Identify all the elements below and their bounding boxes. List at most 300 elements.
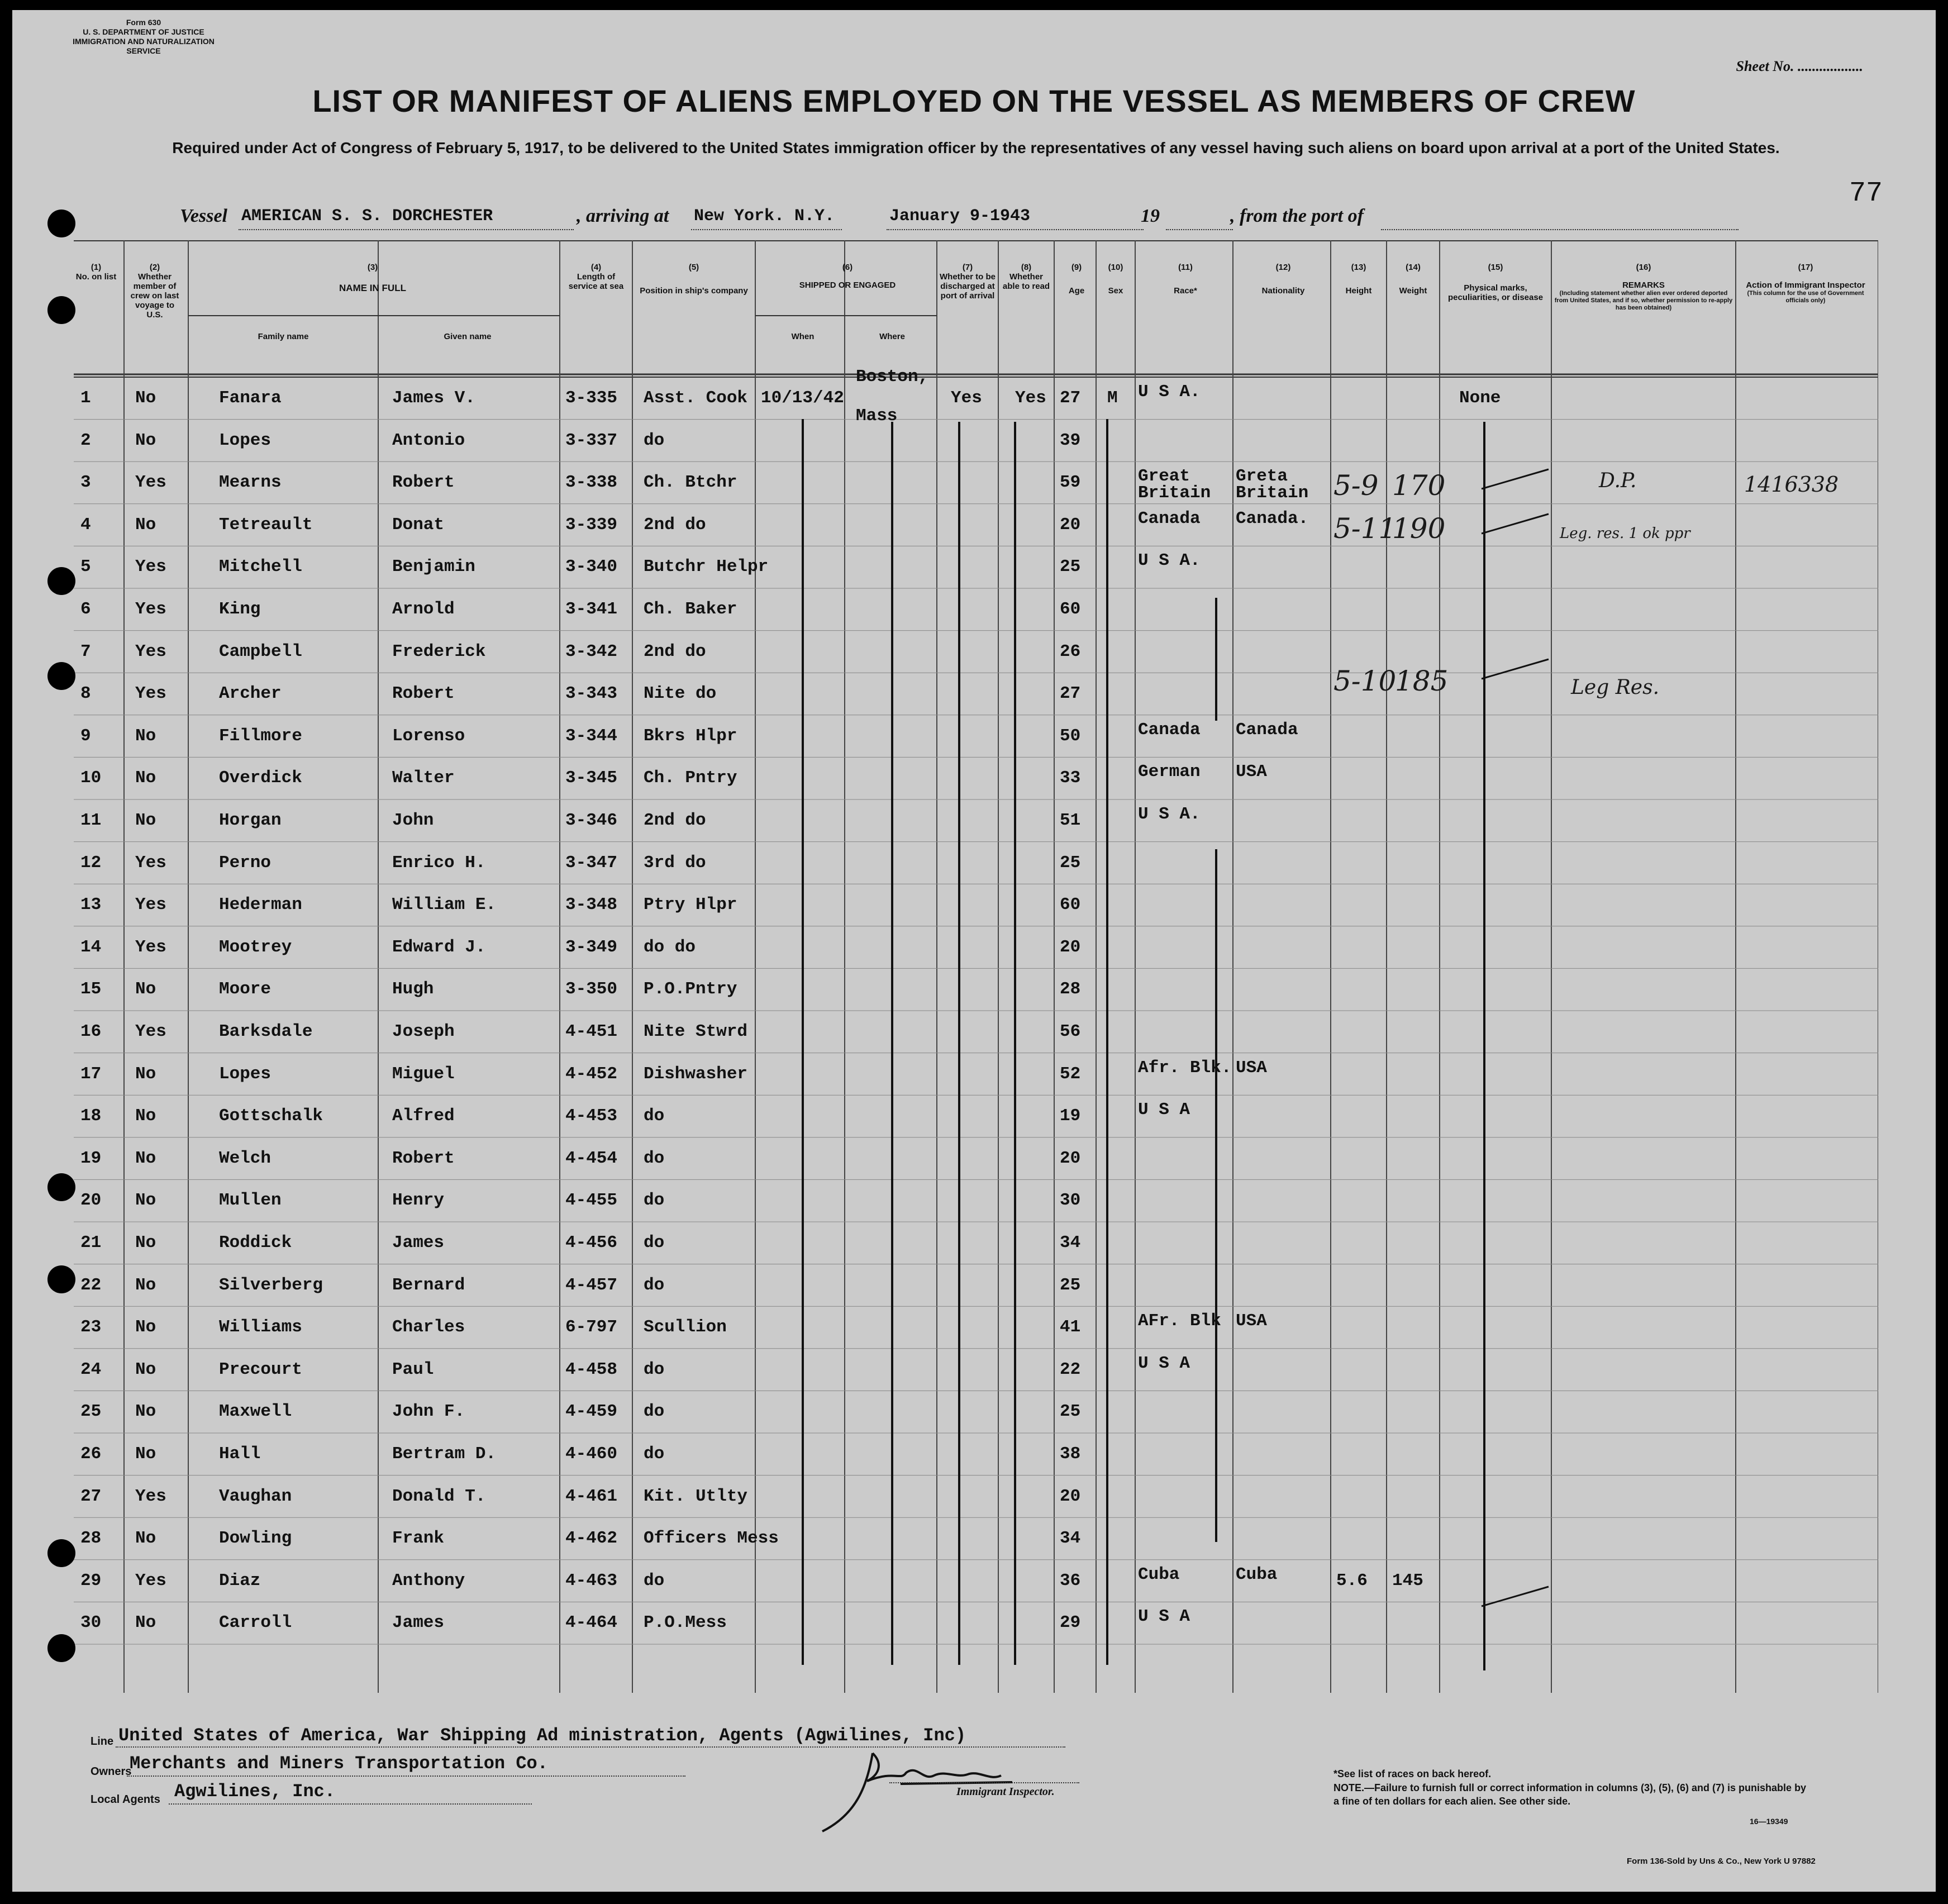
row-6-service: 3-341 — [565, 599, 618, 619]
row3-action-handwritten: 1416338 — [1744, 472, 1839, 497]
row-11-given: John — [392, 811, 434, 830]
row-17-given: Miguel — [392, 1064, 455, 1084]
row-20-service: 4-455 — [565, 1191, 618, 1211]
row-20-position: do — [644, 1191, 665, 1211]
row3-height-handwritten: 5-9 — [1333, 469, 1379, 502]
row-21-prev: No — [135, 1233, 156, 1253]
row-30-prev: No — [135, 1613, 156, 1633]
col-header-17: (17) Action of Immigrant Inspector (This column for the use of Government officials only) — [1746, 263, 1865, 304]
row-5-prev: Yes — [135, 557, 166, 577]
col-header-8: (8) Whether able to read — [1002, 263, 1050, 291]
row-21-family: Roddick — [219, 1233, 292, 1253]
row-4-service: 3-339 — [565, 515, 618, 535]
row-14-position: do do — [644, 937, 696, 957]
row-15-given: Hugh — [392, 979, 434, 999]
row-3-family: Mearns — [219, 473, 282, 493]
row-13-prev: Yes — [135, 895, 166, 915]
row-19-n: 19 — [80, 1148, 102, 1168]
vessel-line — [180, 206, 1744, 239]
row-10-age: 33 — [1060, 768, 1081, 788]
col-header-10: (10) Sex — [1108, 263, 1123, 296]
row-19-position: do — [644, 1148, 665, 1168]
row-11-age: 51 — [1060, 811, 1081, 830]
row-28-n: 28 — [80, 1529, 102, 1549]
row-17-nat: USA — [1236, 1058, 1267, 1078]
row-12-age: 25 — [1060, 853, 1081, 873]
col-header-15: (15) Physical marks, peculiarities, or disease — [1447, 263, 1544, 302]
row-23-given: Charles — [392, 1317, 465, 1337]
col-header-3-given: Given name — [444, 332, 492, 341]
row-18-given: Alfred — [392, 1106, 455, 1126]
sheet-number-label: Sheet No. .................. — [1736, 58, 1863, 74]
row-10-n: 10 — [80, 768, 102, 788]
row3-remark-handwritten: D.P. — [1599, 469, 1637, 492]
row-19-service: 4-454 — [565, 1148, 618, 1168]
row4-height-handwritten: 5-11 — [1333, 512, 1397, 545]
col-header-12: (12) Nationality — [1261, 263, 1305, 296]
row-15-family: Moore — [219, 979, 272, 999]
row-9-given: Lorenso — [392, 726, 465, 746]
arrival-date: January 9-1943 — [889, 207, 1031, 226]
row-16-given: Joseph — [392, 1022, 455, 1041]
row-1-read: Yes — [1015, 388, 1046, 408]
row-7-position: 2nd do — [644, 641, 706, 661]
row-1-marks: None — [1459, 388, 1501, 408]
vessel-name: AMERICAN S. S. DORCHESTER — [241, 207, 493, 226]
punch-hole — [47, 1173, 75, 1201]
row-12-position: 3rd do — [644, 853, 706, 873]
row-17-service: 4-452 — [565, 1064, 618, 1084]
row-28-service: 4-462 — [565, 1529, 618, 1549]
row-23-n: 23 — [80, 1317, 102, 1337]
page-title: LIST OR MANIFEST OF ALIENS EMPLOYED ON THE VESSEL AS MEMBERS OF CREW — [312, 83, 1636, 118]
row-21-service: 4-456 — [565, 1233, 618, 1253]
punch-hole — [47, 1265, 75, 1293]
row-9-prev: No — [135, 726, 156, 746]
row-15-age: 28 — [1060, 979, 1081, 999]
row-16-n: 16 — [80, 1022, 102, 1041]
row-25-service: 4-459 — [565, 1402, 618, 1422]
punch-hole — [47, 1539, 75, 1567]
row-29-height: 5.6 — [1336, 1570, 1368, 1591]
row-7-family: Campbell — [219, 641, 302, 661]
row-2-family: Lopes — [219, 430, 272, 450]
vessel-label: Vessel — [180, 206, 227, 226]
row-8-service: 3-343 — [565, 684, 618, 704]
form-identifier — [65, 18, 222, 56]
row-10-family: Overdick — [219, 768, 302, 788]
row-9-family: Fillmore — [219, 726, 302, 746]
owners-label: Owners — [91, 1765, 132, 1778]
row-8-n: 8 — [80, 684, 91, 704]
row-29-family: Diaz — [219, 1570, 261, 1591]
races-note: *See list of races on back hereof. — [1333, 1768, 1492, 1779]
row-30-n: 30 — [80, 1613, 102, 1633]
row-6-n: 6 — [80, 599, 91, 619]
row-3-prev: Yes — [135, 473, 166, 493]
row-26-n: 26 — [80, 1444, 102, 1464]
row-25-prev: No — [135, 1402, 156, 1422]
row-5-given: Benjamin — [392, 557, 475, 577]
row-6-prev: Yes — [135, 599, 166, 619]
col-header-7: (7) Whether to be discharged at port of arrival — [940, 263, 996, 301]
row-2-service: 3-337 — [565, 430, 618, 450]
row-6-family: King — [219, 599, 261, 619]
row-29-position: do — [644, 1570, 665, 1591]
row-7-given: Frederick — [392, 641, 486, 661]
row-22-n: 22 — [80, 1275, 102, 1295]
row-30-position: P.O.Mess — [644, 1613, 727, 1633]
row-20-family: Mullen — [219, 1191, 282, 1211]
line-value: United States of America, War Shipping Ad ministration, Agents (Agwilines, Inc) — [118, 1725, 966, 1746]
row-29-service: 4-463 — [565, 1570, 618, 1591]
row-17-age: 52 — [1060, 1064, 1081, 1084]
row-3-given: Robert — [392, 473, 455, 493]
row-10-service: 3-345 — [565, 768, 618, 788]
row-3-service: 3-338 — [565, 473, 618, 493]
row-19-age: 20 — [1060, 1148, 1081, 1168]
row-2-n: 2 — [80, 430, 91, 450]
row9-remark-handwritten: Leg Res. — [1571, 676, 1660, 699]
year-prefix: 19 — [1141, 206, 1160, 226]
row-4-given: Donat — [392, 515, 445, 535]
row-11-family: Horgan — [219, 811, 282, 830]
col-header-5: (5) Position in ship's company — [640, 263, 748, 296]
row-24-prev: No — [135, 1359, 156, 1379]
local-agents-label: Local Agents — [91, 1793, 160, 1806]
row-29-given: Anthony — [392, 1570, 465, 1591]
row-24-position: do — [644, 1359, 665, 1379]
row-3-nat: Greta Britain — [1236, 467, 1309, 503]
row-21-age: 34 — [1060, 1233, 1081, 1253]
row-22-given: Bernard — [392, 1275, 465, 1295]
row4-remark-handwritten: Leg. res. 1 ok ppr — [1560, 525, 1690, 542]
row-5-age: 25 — [1060, 557, 1081, 577]
row-17-n: 17 — [80, 1064, 102, 1084]
row-10-prev: No — [135, 768, 156, 788]
row-8-prev: Yes — [135, 684, 166, 704]
row-23-nat: USA — [1236, 1311, 1267, 1331]
owners-value: Merchants and Miners Transportation Co. — [130, 1753, 548, 1774]
row-18-service: 4-453 — [565, 1106, 618, 1126]
row-7-n: 7 — [80, 641, 91, 661]
row-18-position: do — [644, 1106, 665, 1126]
row-12-service: 3-347 — [565, 853, 618, 873]
row-14-service: 3-349 — [565, 937, 618, 957]
row-25-n: 25 — [80, 1402, 102, 1422]
row-5-service: 3-340 — [565, 557, 618, 577]
row-9-race: Canada — [1138, 720, 1201, 740]
row-1-n: 1 — [80, 388, 91, 408]
punch-hole — [47, 662, 75, 690]
row-21-n: 21 — [80, 1233, 102, 1253]
row-22-prev: No — [135, 1275, 156, 1295]
row-16-family: Barksdale — [219, 1022, 313, 1041]
row-10-nat: USA — [1236, 762, 1267, 782]
row-6-given: Arnold — [392, 599, 455, 619]
row-29-race: Cuba — [1138, 1564, 1180, 1584]
row-26-family: Hall — [219, 1444, 261, 1464]
row-20-age: 30 — [1060, 1191, 1081, 1211]
col-header-11: (11) Race* — [1174, 263, 1197, 296]
row-11-position: 2nd do — [644, 811, 706, 830]
row-16-prev: Yes — [135, 1022, 166, 1041]
col-header-3: (3) NAME IN FULL — [339, 263, 406, 293]
row-1-given: James V. — [392, 388, 475, 408]
row-14-family: Mootrey — [219, 937, 292, 957]
row-11-n: 11 — [80, 811, 102, 830]
row-10-position: Ch. Pntry — [644, 768, 737, 788]
row-4-prev: No — [135, 515, 156, 535]
row-3-n: 3 — [80, 473, 91, 493]
row-9-service: 3-344 — [565, 726, 618, 746]
row-13-family: Hederman — [219, 895, 302, 915]
row-12-given: Enrico H. — [392, 853, 486, 873]
form-number: Form 630 — [126, 18, 161, 27]
row-13-age: 60 — [1060, 895, 1081, 915]
row-29-n: 29 — [80, 1570, 102, 1591]
row-1-when: 10/13/42 — [761, 388, 844, 408]
row-20-n: 20 — [80, 1191, 102, 1211]
col-header-6: (6) SHIPPED OR ENGAGED — [799, 263, 896, 290]
punch-hole — [47, 210, 75, 237]
row-15-position: P.O.Pntry — [644, 979, 737, 999]
row-28-age: 34 — [1060, 1529, 1081, 1549]
row-9-n: 9 — [80, 726, 91, 746]
col-header-4: (4) Length of service at sea — [568, 263, 624, 291]
row-20-given: Henry — [392, 1191, 445, 1211]
punch-hole — [47, 1634, 75, 1662]
row-29-prev: Yes — [135, 1570, 166, 1591]
row-23-age: 41 — [1060, 1317, 1081, 1337]
row-20-prev: No — [135, 1191, 156, 1211]
row-22-service: 4-457 — [565, 1275, 618, 1295]
row9-weight-handwritten: 185 — [1395, 665, 1449, 697]
inspector-label: Immigrant Inspector. — [956, 1786, 1055, 1798]
department-name: U. S. DEPARTMENT OF JUSTICE — [83, 27, 204, 36]
col-header-2: (2) Whether member of crew on last voyage to U.S. — [130, 263, 179, 320]
row-27-age: 20 — [1060, 1486, 1081, 1506]
arriving-label: , arriving at — [577, 206, 669, 226]
row9-height-handwritten: 5-10 — [1333, 665, 1397, 697]
row-3-position: Ch. Btchr — [644, 473, 737, 493]
row-5-position: Butchr Helpr — [644, 557, 769, 577]
row-24-age: 22 — [1060, 1359, 1081, 1379]
col-header-3-family: Family name — [258, 332, 309, 341]
row-30-age: 29 — [1060, 1613, 1081, 1633]
row-21-position: do — [644, 1233, 665, 1253]
row-1-race: U S A. — [1138, 382, 1201, 402]
punch-hole — [47, 567, 75, 595]
manifest-footer — [74, 1708, 1878, 1887]
page-number: 77 — [1849, 178, 1883, 210]
row-4-position: 2nd do — [644, 515, 706, 535]
row-13-given: William E. — [392, 895, 497, 915]
row-28-position: Officers Mess — [644, 1529, 779, 1549]
row-1-age: 27 — [1060, 388, 1081, 408]
row-30-family: Carroll — [219, 1613, 292, 1633]
row-1-disch: Yes — [951, 388, 982, 408]
row-15-n: 15 — [80, 979, 102, 999]
row-25-age: 25 — [1060, 1402, 1081, 1422]
local-agents-value: Agwilines, Inc. — [174, 1781, 336, 1802]
line-label: Line — [91, 1735, 114, 1748]
row-2-prev: No — [135, 430, 156, 450]
col-header-16: (16) REMARKS (Including statement whether alien ever ordered deported from United States, and if so, whether permission to re-apply has been obtained) — [1554, 263, 1733, 311]
row-25-given: John F. — [392, 1402, 465, 1422]
row-16-age: 56 — [1060, 1022, 1081, 1041]
row-9-nat: Canada — [1236, 720, 1298, 740]
row-29-weight: 145 — [1392, 1570, 1423, 1591]
row3-weight-handwritten: 170 — [1392, 469, 1446, 502]
row-2-position: do — [644, 430, 665, 450]
row-23-family: Williams — [219, 1317, 302, 1337]
row-11-race: U S A. — [1138, 805, 1201, 824]
row-27-prev: Yes — [135, 1486, 166, 1506]
page-subtitle: Required under Act of Congress of February 5, 1917, to be delivered to the United States immigration officer by the representatives of any vessel having such aliens on board upon arrival at a port of the United States. — [172, 139, 1780, 156]
row-14-n: 14 — [80, 937, 102, 957]
row-29-nat: Cuba — [1236, 1564, 1278, 1584]
row-26-position: do — [644, 1444, 665, 1464]
row-23-service: 6-797 — [565, 1317, 618, 1337]
row-18-family: Gottschalk — [219, 1106, 323, 1126]
row-24-family: Precourt — [219, 1359, 302, 1379]
row-1-where: Boston, Mass — [856, 367, 929, 426]
row-27-family: Vaughan — [219, 1486, 292, 1506]
row-5-family: Mitchell — [219, 557, 302, 577]
row-8-age: 27 — [1060, 684, 1081, 704]
row-16-service: 4-451 — [565, 1022, 618, 1041]
row-7-prev: Yes — [135, 641, 166, 661]
row-30-given: James — [392, 1613, 445, 1633]
row-1-position: Asst. Cook — [644, 388, 748, 408]
row-26-service: 4-460 — [565, 1444, 618, 1464]
form-code: 16—19349 — [1750, 1817, 1788, 1826]
row-14-age: 20 — [1060, 937, 1081, 957]
row-26-given: Bertram D. — [392, 1444, 497, 1464]
row-17-position: Dishwasher — [644, 1064, 748, 1084]
col-header-6-when: When — [791, 332, 815, 341]
row-27-n: 27 — [80, 1486, 102, 1506]
row-30-service: 4-464 — [565, 1613, 618, 1633]
row-17-family: Lopes — [219, 1064, 272, 1084]
row-15-service: 3-350 — [565, 979, 618, 999]
col-header-1: (1) No. on list — [75, 263, 117, 282]
row-2-age: 39 — [1060, 430, 1081, 450]
row-14-prev: Yes — [135, 937, 166, 957]
row-26-prev: No — [135, 1444, 156, 1464]
row-1-sex: M — [1107, 388, 1118, 408]
row-8-given: Robert — [392, 684, 455, 704]
row-9-age: 50 — [1060, 726, 1081, 746]
row-4-family: Tetreault — [219, 515, 313, 535]
row-18-n: 18 — [80, 1106, 102, 1126]
row-22-age: 25 — [1060, 1275, 1081, 1295]
col-header-9: (9) Age — [1068, 263, 1085, 296]
row-19-prev: No — [135, 1148, 156, 1168]
row-22-family: Silverberg — [219, 1275, 323, 1295]
row-27-position: Kit. Utlty — [644, 1486, 748, 1506]
row-4-age: 20 — [1060, 515, 1081, 535]
row-17-prev: No — [135, 1064, 156, 1084]
row-12-family: Perno — [219, 853, 272, 873]
row-8-position: Nite do — [644, 684, 717, 704]
row-16-position: Nite Stwrd — [644, 1022, 748, 1041]
row-12-prev: Yes — [135, 853, 166, 873]
row-1-family: Fanara — [219, 388, 282, 408]
row-4-n: 4 — [80, 515, 91, 535]
row-14-given: Edward J. — [392, 937, 486, 957]
row-24-race: U S A — [1138, 1353, 1190, 1373]
row-6-age: 60 — [1060, 599, 1081, 619]
row-7-age: 26 — [1060, 641, 1081, 661]
row-27-given: Donald T. — [392, 1486, 486, 1506]
row-5-race: U S A. — [1138, 551, 1201, 571]
row-22-position: do — [644, 1275, 665, 1295]
crew-table — [74, 240, 1878, 1693]
row-15-prev: No — [135, 979, 156, 999]
service-name: IMMIGRATION AND NATURALIZATION SERVICE — [73, 37, 215, 55]
punch-hole — [47, 296, 75, 324]
row-25-family: Maxwell — [219, 1402, 292, 1422]
row-18-race: U S A — [1138, 1100, 1190, 1120]
row-10-race: German — [1138, 762, 1201, 782]
printer-line: Form 136-Sold by Uns & Co., New York U 97882 — [1627, 1857, 1816, 1866]
row-26-age: 38 — [1060, 1444, 1081, 1464]
row-18-age: 19 — [1060, 1106, 1081, 1126]
row-21-given: James — [392, 1233, 445, 1253]
row-19-given: Robert — [392, 1148, 455, 1168]
row-24-given: Paul — [392, 1359, 434, 1379]
row-5-n: 5 — [80, 557, 91, 577]
row-18-prev: No — [135, 1106, 156, 1126]
manifest-sheet — [12, 10, 1936, 1892]
row-11-service: 3-346 — [565, 811, 618, 830]
row-3-race: Great Britain — [1138, 467, 1211, 503]
row-13-n: 13 — [80, 895, 102, 915]
row-13-position: Ptry Hlpr — [644, 895, 737, 915]
row-1-service: 3-335 — [565, 388, 618, 408]
col-header-14: (14) Weight — [1399, 263, 1427, 296]
row-28-given: Frank — [392, 1529, 445, 1549]
row-29-age: 36 — [1060, 1570, 1081, 1591]
row-3-age: 59 — [1060, 473, 1081, 493]
row-2-given: Antonio — [392, 430, 465, 450]
row-17-race: Afr. Blk. — [1138, 1058, 1232, 1078]
row-12-n: 12 — [80, 853, 102, 873]
row-4-nat: Canada. — [1236, 508, 1309, 529]
row-25-position: do — [644, 1402, 665, 1422]
row-23-race: AFr. Blk — [1138, 1311, 1221, 1331]
row-10-given: Walter — [392, 768, 455, 788]
col-header-6-where: Where — [879, 332, 905, 341]
row-27-service: 4-461 — [565, 1486, 618, 1506]
row-19-family: Welch — [219, 1148, 272, 1168]
table-grid — [74, 240, 1878, 1693]
row-30-race: U S A — [1138, 1607, 1190, 1627]
row-23-position: Scullion — [644, 1317, 727, 1337]
row-7-service: 3-342 — [565, 641, 618, 661]
row-6-position: Ch. Baker — [644, 599, 737, 619]
row-1-prev: No — [135, 388, 156, 408]
row-28-family: Dowling — [219, 1529, 292, 1549]
row-11-prev: No — [135, 811, 156, 830]
row-24-service: 4-458 — [565, 1359, 618, 1379]
arrival-port: New York. N.Y. — [694, 207, 835, 226]
row-9-position: Bkrs Hlpr — [644, 726, 737, 746]
row-24-n: 24 — [80, 1359, 102, 1379]
row-8-family: Archer — [219, 684, 282, 704]
